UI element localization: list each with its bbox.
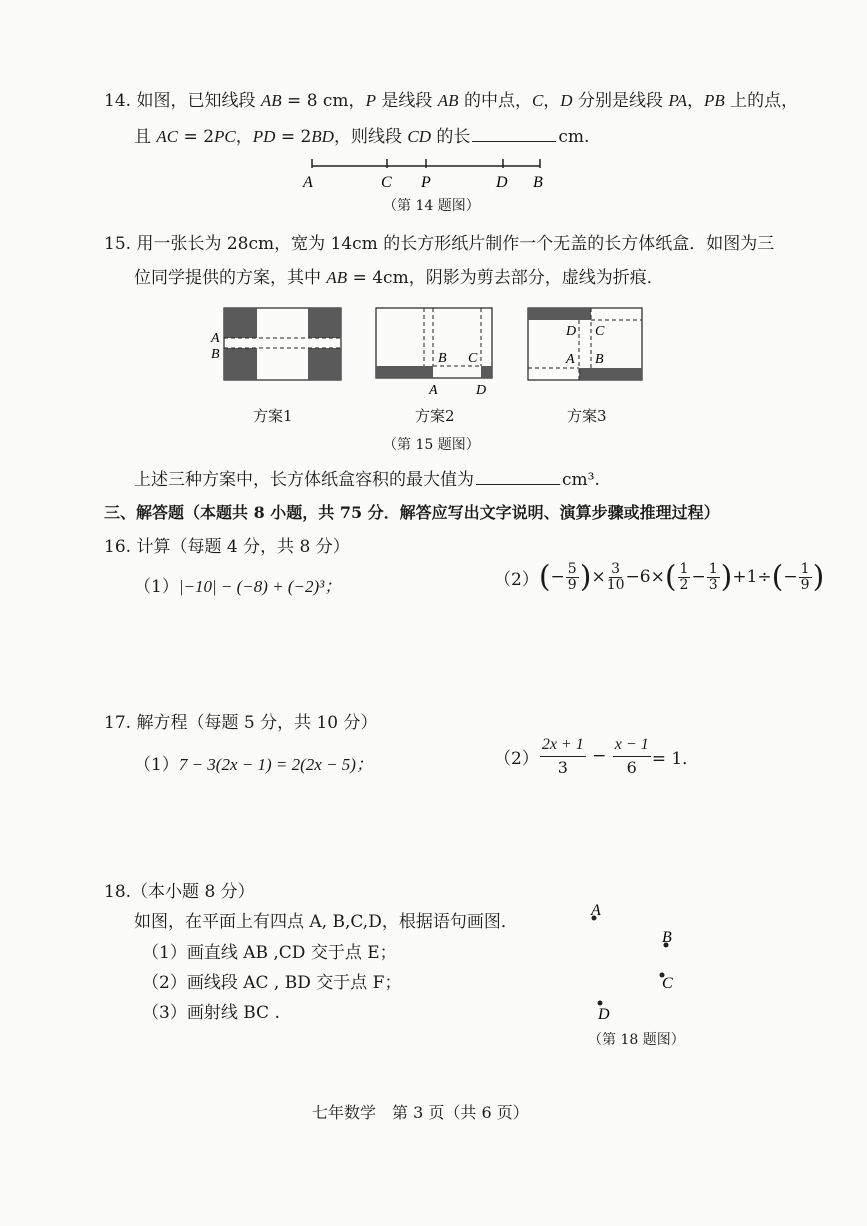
scheme3-label-c: C: [595, 324, 605, 339]
q14-line1: 14. 如图，已知线段 AB = 8 cm，P 是线段 AB 的中点，C，D 分别是线段 PA，PB 上的点，: [104, 91, 799, 111]
q14-caption: （第 14 题图）: [383, 198, 480, 214]
q15-line1: 15. 用一张长为 28cm，宽为 14cm 的长方形纸片制作一个无盖的长方体纸盒．如图为三: [104, 234, 775, 254]
scheme3-label: 方案3: [567, 407, 607, 425]
scheme1-label-a: A: [211, 331, 220, 346]
scheme3-label-d: D: [566, 324, 577, 339]
q17-part1: （1）7 − 3(2x − 1) = 2(2x − 5)；: [134, 755, 373, 775]
q15-line2: 位同学提供的方案，其中 AB = 4cm，阴影为剪去部分，虚线为折痕．: [134, 268, 664, 288]
frac-2x1-3: $\frac{2x + 1}{3}$: [541, 736, 584, 777]
q18-label-d: D: [598, 1006, 610, 1023]
q18-step2: （2）画线段 AC , BD 交于点 F；: [142, 973, 402, 993]
scheme1-label-b: B: [211, 347, 220, 362]
section3-heading: 三、解答题（本题共 8 小题，共 75 分．解答应写出文字说明、演算步骤或推理过程）: [104, 503, 720, 522]
q14-label-d: D: [496, 174, 508, 191]
answer-blank-15[interactable]: [476, 468, 560, 485]
q17-title: 17. 解方程（每题 5 分，共 10 分）: [104, 713, 378, 733]
scheme3-label-a: A: [566, 352, 575, 367]
scheme2-label-d: D: [476, 383, 487, 398]
q18-label-b: B: [662, 929, 672, 946]
scheme1-figure: [205, 300, 355, 390]
q18-label-c: C: [662, 975, 673, 992]
q18-label-a: A: [591, 902, 601, 919]
frac-1-9: $\frac{1}{9}$: [800, 561, 810, 593]
q14-label-b: B: [533, 174, 543, 191]
scheme3-figure: [520, 300, 650, 390]
q18-caption: （第 18 题图）: [588, 1032, 685, 1048]
frac-1-3: $\frac{1}{3}$: [708, 561, 718, 593]
q15-caption: （第 15 题图）: [383, 437, 480, 453]
q16-part2: （2）(− $\frac{5}{9}$ )× $\frac{3}{10}$ −6×( $\frac{1}{2}$ − $\frac{1}{3}$ )+1÷(− $\frac{1}{9}$ ): [494, 559, 825, 595]
q14-label-a: A: [303, 174, 313, 191]
q17-part2: （2） $\frac{2x + 1}{3}$ − $\frac{x - 1}{6}$ = 1．: [494, 736, 700, 777]
scheme2-label-c: C: [468, 351, 478, 366]
q18-title: 18.（本小题 8 分）: [104, 882, 255, 902]
q18-step1: （1）画直线 AB ,CD 交于点 E；: [142, 943, 397, 963]
scheme2-figure: [370, 300, 500, 400]
scheme1-label: 方案1: [253, 407, 293, 425]
q15-question: 上述三种方案中，长方体纸盒容积的最大值为 cm³.: [134, 470, 600, 490]
frac-5-9: $\frac{5}{9}$: [567, 561, 577, 593]
frac-x1-6: $\frac{x - 1}{6}$: [614, 736, 649, 777]
q18-step3: （3）画射线 BC .: [142, 1003, 280, 1023]
q14-segment-figure: [295, 155, 555, 195]
q14-label-p: P: [421, 174, 431, 191]
q16-title: 16. 计算（每题 4 分，共 8 分）: [104, 537, 350, 557]
page-footer: 七年数学 第 3 页（共 6 页）: [312, 1103, 529, 1122]
q18-points-figure: [580, 895, 680, 1025]
q16-part1: （1）|−10| − (−8) + (−2)³；: [134, 577, 342, 597]
q14-line2: 且 AC = 2PC，PD = 2BD，则线段 CD 的长 cm.: [134, 127, 590, 147]
scheme2-label-b: B: [438, 351, 447, 366]
q14-label-c: C: [381, 174, 392, 191]
q18-point-d: [598, 1001, 603, 1006]
scheme2-label-a: A: [429, 383, 438, 398]
q18-intro: 如图，在平面上有四点 A, B,C,D，根据语句画图．: [134, 912, 518, 932]
frac-3-10: $\frac{3}{10}$: [606, 561, 625, 593]
scheme2-label: 方案2: [415, 407, 455, 425]
frac-1-2: $\frac{1}{2}$: [679, 561, 689, 593]
scheme3-label-b: B: [595, 352, 604, 367]
answer-blank-14[interactable]: [472, 125, 556, 142]
